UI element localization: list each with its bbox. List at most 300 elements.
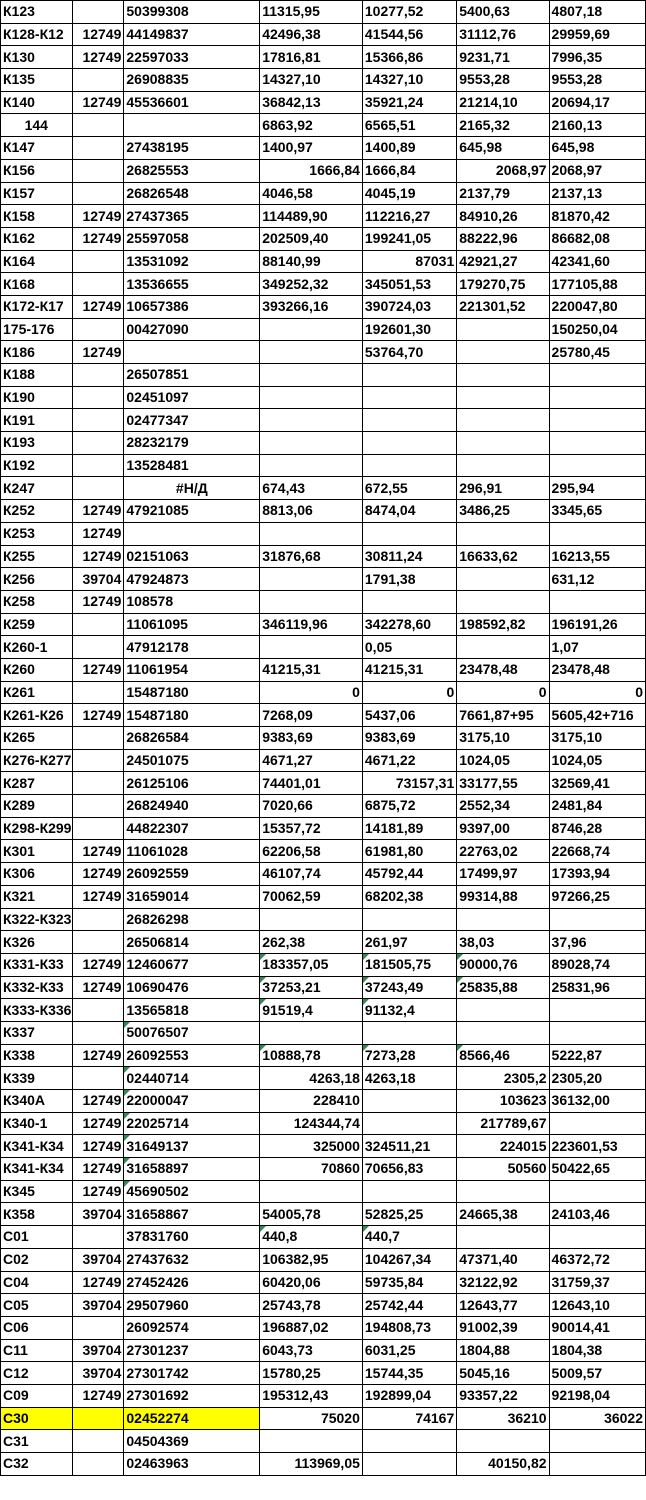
cell-id[interactable]: 11061095 xyxy=(124,613,260,636)
cell-code[interactable]: К260 xyxy=(1,658,73,681)
cell-val1[interactable]: 4046,58 xyxy=(260,182,363,205)
cell-id[interactable]: 26826584 xyxy=(124,727,260,750)
cell-val4[interactable] xyxy=(549,1112,645,1135)
cell-id[interactable]: 26092574 xyxy=(124,1316,260,1339)
cell-id[interactable]: 02151063 xyxy=(124,545,260,568)
cell-val2[interactable] xyxy=(362,1430,456,1453)
cell-id[interactable]: 31659014 xyxy=(124,885,260,908)
cell-val3[interactable]: 9553,28 xyxy=(457,69,549,92)
cell-val2[interactable]: 0,05 xyxy=(362,636,456,659)
cell-num[interactable]: 12749 xyxy=(72,522,124,545)
cell-val4[interactable]: 223601,53 xyxy=(549,1135,645,1158)
cell-id[interactable]: 13536655 xyxy=(124,273,260,296)
cell-id[interactable]: 26092553 xyxy=(124,1044,260,1067)
cell-val2[interactable]: 87031 xyxy=(362,250,456,273)
cell-num[interactable]: 12749 xyxy=(72,704,124,727)
cell-val2[interactable] xyxy=(362,409,456,432)
cell-val3[interactable] xyxy=(457,1021,549,1044)
cell-val1[interactable]: 46107,74 xyxy=(260,863,363,886)
cell-val4[interactable]: 29959,69 xyxy=(549,23,645,46)
cell-val4[interactable]: 25780,45 xyxy=(549,341,645,364)
cell-val4[interactable]: 645,98 xyxy=(549,137,645,160)
cell-id[interactable]: 22597033 xyxy=(124,46,260,69)
cell-val3[interactable] xyxy=(457,522,549,545)
cell-val4[interactable]: 16213,55 xyxy=(549,545,645,568)
cell-val4[interactable]: 220047,80 xyxy=(549,295,645,318)
cell-val3[interactable]: 198592,82 xyxy=(457,613,549,636)
cell-code[interactable]: К247 xyxy=(1,477,73,500)
cell-val4[interactable]: 631,12 xyxy=(549,568,645,591)
cell-code[interactable]: К260-1 xyxy=(1,636,73,659)
cell-val4[interactable] xyxy=(549,386,645,409)
cell-num[interactable]: 12749 xyxy=(72,840,124,863)
cell-val4[interactable]: 2305,20 xyxy=(549,1067,645,1090)
cell-val3[interactable] xyxy=(457,999,549,1022)
cell-id[interactable]: 26825553 xyxy=(124,159,260,182)
cell-num[interactable]: 12749 xyxy=(72,1271,124,1294)
cell-val2[interactable]: 15366,86 xyxy=(362,46,456,69)
cell-val3[interactable]: 16633,62 xyxy=(457,545,549,568)
cell-num[interactable] xyxy=(72,681,124,704)
cell-val1[interactable]: 440,8 xyxy=(260,1226,363,1249)
cell-val2[interactable]: 68202,38 xyxy=(362,885,456,908)
cell-num[interactable]: 39704 xyxy=(72,1248,124,1271)
cell-code[interactable]: К168 xyxy=(1,273,73,296)
cell-num[interactable]: 12749 xyxy=(72,500,124,523)
cell-id[interactable]: 13565818 xyxy=(124,999,260,1022)
cell-val4[interactable]: 1,07 xyxy=(549,636,645,659)
cell-id[interactable]: 37831760 xyxy=(124,1226,260,1249)
cell-code[interactable]: С30 xyxy=(1,1407,73,1430)
cell-id[interactable]: 44149837 xyxy=(124,23,260,46)
cell-val1[interactable]: 31876,68 xyxy=(260,545,363,568)
cell-val4[interactable] xyxy=(549,432,645,455)
cell-num[interactable] xyxy=(72,817,124,840)
cell-val3[interactable]: 2552,34 xyxy=(457,795,549,818)
cell-val4[interactable]: 90014,41 xyxy=(549,1316,645,1339)
cell-val1[interactable]: 41215,31 xyxy=(260,658,363,681)
cell-val4[interactable] xyxy=(549,454,645,477)
cell-val1[interactable]: 74401,01 xyxy=(260,772,363,795)
cell-val2[interactable]: 4263,18 xyxy=(362,1067,456,1090)
cell-val1[interactable] xyxy=(260,386,363,409)
cell-val3[interactable]: 3175,10 xyxy=(457,727,549,750)
cell-code[interactable]: К156 xyxy=(1,159,73,182)
cell-val4[interactable]: 22668,74 xyxy=(549,840,645,863)
cell-val3[interactable]: 90000,76 xyxy=(457,953,549,976)
cell-num[interactable]: 12749 xyxy=(72,23,124,46)
cell-val2[interactable]: 5437,06 xyxy=(362,704,456,727)
cell-val1[interactable]: 1400,97 xyxy=(260,137,363,160)
cell-num[interactable]: 12749 xyxy=(72,1135,124,1158)
cell-val3[interactable]: 1804,88 xyxy=(457,1339,549,1362)
cell-val3[interactable] xyxy=(457,1430,549,1453)
cell-id[interactable]: 24501075 xyxy=(124,749,260,772)
cell-num[interactable]: 12749 xyxy=(72,545,124,568)
cell-val2[interactable]: 342278,60 xyxy=(362,613,456,636)
cell-val3[interactable]: 31112,76 xyxy=(457,23,549,46)
cell-val1[interactable] xyxy=(260,908,363,931)
cell-val4[interactable] xyxy=(549,999,645,1022)
cell-val4[interactable]: 23478,48 xyxy=(549,658,645,681)
cell-val4[interactable]: 2160,13 xyxy=(549,114,645,137)
cell-val3[interactable]: 84910,26 xyxy=(457,205,549,228)
cell-val3[interactable]: 0 xyxy=(457,681,549,704)
cell-val4[interactable]: 12643,10 xyxy=(549,1294,645,1317)
cell-num[interactable] xyxy=(72,69,124,92)
cell-code[interactable]: К259 xyxy=(1,613,73,636)
cell-id[interactable]: 26826298 xyxy=(124,908,260,931)
cell-id[interactable]: 02452274 xyxy=(124,1407,260,1430)
cell-code[interactable]: К341-К34 xyxy=(1,1135,73,1158)
cell-num[interactable]: 12749 xyxy=(72,1180,124,1203)
cell-num[interactable]: 12749 xyxy=(72,1044,124,1067)
cell-val3[interactable]: 24665,38 xyxy=(457,1203,549,1226)
cell-val4[interactable] xyxy=(549,1430,645,1453)
cell-code[interactable]: С31 xyxy=(1,1430,73,1453)
cell-val4[interactable]: 86682,08 xyxy=(549,227,645,250)
cell-code[interactable]: К301 xyxy=(1,840,73,863)
cell-val3[interactable] xyxy=(457,908,549,931)
cell-val1[interactable]: 70062,59 xyxy=(260,885,363,908)
cell-val1[interactable]: 75020 xyxy=(260,1407,363,1430)
cell-val2[interactable] xyxy=(362,1453,456,1476)
cell-code[interactable]: С11 xyxy=(1,1339,73,1362)
cell-id[interactable]: 45690502 xyxy=(124,1180,260,1203)
cell-val4[interactable]: 5009,57 xyxy=(549,1362,645,1385)
cell-id[interactable]: 02451097 xyxy=(124,386,260,409)
cell-code[interactable]: С05 xyxy=(1,1294,73,1317)
cell-code[interactable]: К337 xyxy=(1,1021,73,1044)
cell-val1[interactable]: 10888,78 xyxy=(260,1044,363,1067)
cell-val3[interactable]: 12643,77 xyxy=(457,1294,549,1317)
cell-val1[interactable]: 113969,05 xyxy=(260,1453,363,1476)
cell-code[interactable]: К287 xyxy=(1,772,73,795)
cell-code[interactable]: К128-К12 xyxy=(1,23,73,46)
cell-val2[interactable]: 104267,34 xyxy=(362,1248,456,1271)
cell-code[interactable]: К252 xyxy=(1,500,73,523)
cell-id[interactable]: 10690476 xyxy=(124,976,260,999)
cell-code[interactable]: К172-К17 xyxy=(1,295,73,318)
cell-num[interactable] xyxy=(72,182,124,205)
cell-val3[interactable]: 2305,2 xyxy=(457,1067,549,1090)
cell-num[interactable]: 12749 xyxy=(72,1384,124,1407)
cell-val2[interactable]: 7273,28 xyxy=(362,1044,456,1067)
cell-val3[interactable]: 1024,05 xyxy=(457,749,549,772)
cell-val4[interactable] xyxy=(549,364,645,387)
cell-val1[interactable]: 6863,92 xyxy=(260,114,363,137)
cell-code[interactable]: К253 xyxy=(1,522,73,545)
cell-id[interactable]: 12460677 xyxy=(124,953,260,976)
cell-val2[interactable]: 192899,04 xyxy=(362,1384,456,1407)
cell-val3[interactable]: 179270,75 xyxy=(457,273,549,296)
cell-val4[interactable]: 295,94 xyxy=(549,477,645,500)
cell-val3[interactable] xyxy=(457,1226,549,1249)
cell-val1[interactable] xyxy=(260,1021,363,1044)
cell-id[interactable]: 26092559 xyxy=(124,863,260,886)
cell-code[interactable]: К332-К33 xyxy=(1,976,73,999)
cell-val3[interactable]: 21214,10 xyxy=(457,91,549,114)
cell-val4[interactable]: 50422,65 xyxy=(549,1158,645,1181)
cell-val4[interactable] xyxy=(549,590,645,613)
cell-code[interactable]: К358 xyxy=(1,1203,73,1226)
cell-code[interactable]: К289 xyxy=(1,795,73,818)
cell-code[interactable]: К123 xyxy=(1,1,73,24)
cell-code[interactable]: К345 xyxy=(1,1180,73,1203)
cell-val3[interactable]: 93357,22 xyxy=(457,1384,549,1407)
cell-val1[interactable] xyxy=(260,432,363,455)
cell-val1[interactable]: 0 xyxy=(260,681,363,704)
cell-code[interactable]: К255 xyxy=(1,545,73,568)
cell-id[interactable]: 31649137 xyxy=(124,1135,260,1158)
cell-val4[interactable]: 81870,42 xyxy=(549,205,645,228)
cell-num[interactable]: 12749 xyxy=(72,91,124,114)
cell-num[interactable]: 39704 xyxy=(72,1362,124,1385)
cell-num[interactable] xyxy=(72,1067,124,1090)
cell-val3[interactable]: 42921,27 xyxy=(457,250,549,273)
cell-val2[interactable]: 112216,27 xyxy=(362,205,456,228)
cell-id[interactable]: 44822307 xyxy=(124,817,260,840)
cell-num[interactable]: 12749 xyxy=(72,1112,124,1135)
cell-val4[interactable]: 9553,28 xyxy=(549,69,645,92)
cell-id[interactable]: 50076507 xyxy=(124,1021,260,1044)
cell-val4[interactable]: 17393,94 xyxy=(549,863,645,886)
cell-val2[interactable]: 15744,35 xyxy=(362,1362,456,1385)
cell-id[interactable]: 22025714 xyxy=(124,1112,260,1135)
cell-num[interactable]: 12749 xyxy=(72,953,124,976)
cell-val1[interactable]: 674,43 xyxy=(260,477,363,500)
cell-val3[interactable]: 99314,88 xyxy=(457,885,549,908)
cell-val2[interactable]: 199241,05 xyxy=(362,227,456,250)
cell-id[interactable]: 11061954 xyxy=(124,658,260,681)
cell-id[interactable]: 02463963 xyxy=(124,1453,260,1476)
cell-code[interactable]: 144 xyxy=(1,114,73,137)
cell-val1[interactable] xyxy=(260,454,363,477)
cell-val1[interactable]: 124344,74 xyxy=(260,1112,363,1135)
cell-num[interactable]: 39704 xyxy=(72,1339,124,1362)
cell-id[interactable]: 26826548 xyxy=(124,182,260,205)
cell-val4[interactable]: 5605,42+716 xyxy=(549,704,645,727)
cell-val3[interactable] xyxy=(457,590,549,613)
cell-val3[interactable]: 296,91 xyxy=(457,477,549,500)
cell-val2[interactable]: 194808,73 xyxy=(362,1316,456,1339)
cell-val1[interactable] xyxy=(260,568,363,591)
cell-id[interactable]: 27438195 xyxy=(124,137,260,160)
cell-val3[interactable] xyxy=(457,409,549,432)
cell-val1[interactable]: 25743,78 xyxy=(260,1294,363,1317)
cell-id[interactable]: 02477347 xyxy=(124,409,260,432)
cell-val4[interactable]: 2068,97 xyxy=(549,159,645,182)
cell-val3[interactable]: 217789,67 xyxy=(457,1112,549,1135)
cell-val2[interactable] xyxy=(362,1021,456,1044)
cell-val1[interactable]: 228410 xyxy=(260,1090,363,1113)
cell-val3[interactable]: 17499,97 xyxy=(457,863,549,886)
cell-id[interactable] xyxy=(124,114,260,137)
cell-id[interactable]: 29507960 xyxy=(124,1294,260,1317)
cell-val2[interactable]: 41544,56 xyxy=(362,23,456,46)
cell-val3[interactable] xyxy=(457,318,549,341)
cell-val4[interactable]: 24103,46 xyxy=(549,1203,645,1226)
cell-val1[interactable]: 9383,69 xyxy=(260,727,363,750)
cell-num[interactable] xyxy=(72,454,124,477)
cell-val2[interactable]: 8474,04 xyxy=(362,500,456,523)
cell-val4[interactable]: 5222,87 xyxy=(549,1044,645,1067)
cell-val4[interactable]: 31759,37 xyxy=(549,1271,645,1294)
cell-id[interactable] xyxy=(124,522,260,545)
cell-id[interactable]: 31658867 xyxy=(124,1203,260,1226)
cell-id[interactable]: 15487180 xyxy=(124,704,260,727)
cell-val3[interactable]: 47371,40 xyxy=(457,1248,549,1271)
cell-num[interactable] xyxy=(72,908,124,931)
cell-num[interactable] xyxy=(72,1,124,24)
cell-num[interactable]: 12749 xyxy=(72,590,124,613)
cell-val4[interactable]: 25831,96 xyxy=(549,976,645,999)
cell-val4[interactable] xyxy=(549,1180,645,1203)
cell-val2[interactable] xyxy=(362,590,456,613)
cell-code[interactable]: К321 xyxy=(1,885,73,908)
cell-id[interactable]: 26125106 xyxy=(124,772,260,795)
cell-val1[interactable] xyxy=(260,364,363,387)
cell-val3[interactable]: 91002,39 xyxy=(457,1316,549,1339)
cell-val2[interactable]: 35921,24 xyxy=(362,91,456,114)
cell-val3[interactable] xyxy=(457,568,549,591)
cell-code[interactable]: К276-К277 xyxy=(1,749,73,772)
cell-val1[interactable]: 195312,43 xyxy=(260,1384,363,1407)
cell-val3[interactable]: 36210 xyxy=(457,1407,549,1430)
cell-code[interactable]: К192 xyxy=(1,454,73,477)
cell-num[interactable] xyxy=(72,613,124,636)
cell-val4[interactable]: 196191,26 xyxy=(549,613,645,636)
cell-val4[interactable]: 150250,04 xyxy=(549,318,645,341)
cell-val3[interactable]: 5400,63 xyxy=(457,1,549,24)
cell-val2[interactable]: 91132,4 xyxy=(362,999,456,1022)
cell-val2[interactable]: 9383,69 xyxy=(362,727,456,750)
cell-val1[interactable]: 60420,06 xyxy=(260,1271,363,1294)
cell-val2[interactable] xyxy=(362,386,456,409)
cell-id[interactable]: 27301692 xyxy=(124,1384,260,1407)
cell-id[interactable]: 13531092 xyxy=(124,250,260,273)
cell-val3[interactable]: 8566,46 xyxy=(457,1044,549,1067)
cell-val2[interactable]: 14327,10 xyxy=(362,69,456,92)
cell-num[interactable]: 12749 xyxy=(72,1158,124,1181)
cell-num[interactable]: 12749 xyxy=(72,227,124,250)
cell-val2[interactable]: 52825,25 xyxy=(362,1203,456,1226)
cell-id[interactable]: 13528481 xyxy=(124,454,260,477)
cell-code[interactable]: К326 xyxy=(1,931,73,954)
cell-id[interactable]: 11061028 xyxy=(124,840,260,863)
cell-val4[interactable]: 20694,17 xyxy=(549,91,645,114)
cell-num[interactable]: 12749 xyxy=(72,658,124,681)
cell-val3[interactable]: 5045,16 xyxy=(457,1362,549,1385)
cell-num[interactable]: 39704 xyxy=(72,568,124,591)
cell-id[interactable]: 47924873 xyxy=(124,568,260,591)
cell-num[interactable] xyxy=(72,477,124,500)
cell-val1[interactable]: 15357,72 xyxy=(260,817,363,840)
cell-val2[interactable]: 74167 xyxy=(362,1407,456,1430)
cell-code[interactable]: К158 xyxy=(1,205,73,228)
cell-val4[interactable]: 177105,88 xyxy=(549,273,645,296)
cell-val3[interactable]: 224015 xyxy=(457,1135,549,1158)
cell-val2[interactable]: 390724,03 xyxy=(362,295,456,318)
cell-num[interactable] xyxy=(72,386,124,409)
cell-val1[interactable]: 202509,40 xyxy=(260,227,363,250)
cell-val2[interactable]: 4671,22 xyxy=(362,749,456,772)
cell-val4[interactable]: 1024,05 xyxy=(549,749,645,772)
cell-val4[interactable]: 36132,00 xyxy=(549,1090,645,1113)
cell-val1[interactable]: 17816,81 xyxy=(260,46,363,69)
cell-val1[interactable]: 11315,95 xyxy=(260,1,363,24)
cell-val1[interactable]: 393266,16 xyxy=(260,295,363,318)
cell-val4[interactable] xyxy=(549,409,645,432)
cell-id[interactable]: 26824940 xyxy=(124,795,260,818)
cell-val1[interactable] xyxy=(260,409,363,432)
cell-code[interactable]: К140 xyxy=(1,91,73,114)
cell-id[interactable]: 45536601 xyxy=(124,91,260,114)
cell-num[interactable] xyxy=(72,114,124,137)
cell-val4[interactable] xyxy=(549,1453,645,1476)
cell-val3[interactable] xyxy=(457,386,549,409)
cell-code[interactable]: К339 xyxy=(1,1067,73,1090)
cell-val2[interactable] xyxy=(362,454,456,477)
cell-id[interactable]: 02440714 xyxy=(124,1067,260,1090)
cell-val2[interactable] xyxy=(362,908,456,931)
cell-val1[interactable]: 114489,90 xyxy=(260,205,363,228)
cell-num[interactable] xyxy=(72,636,124,659)
cell-num[interactable]: 12749 xyxy=(72,863,124,886)
cell-val1[interactable]: 4671,27 xyxy=(260,749,363,772)
cell-val1[interactable]: 7020,66 xyxy=(260,795,363,818)
cell-num[interactable] xyxy=(72,1316,124,1339)
cell-num[interactable] xyxy=(72,250,124,273)
cell-val3[interactable]: 2137,79 xyxy=(457,182,549,205)
cell-val3[interactable]: 3486,25 xyxy=(457,500,549,523)
cell-num[interactable]: 12749 xyxy=(72,295,124,318)
cell-code[interactable]: К130 xyxy=(1,46,73,69)
cell-val1[interactable]: 70860 xyxy=(260,1158,363,1181)
cell-id[interactable]: 10657386 xyxy=(124,295,260,318)
cell-num[interactable] xyxy=(72,273,124,296)
cell-val2[interactable]: 0 xyxy=(362,681,456,704)
cell-code[interactable]: С09 xyxy=(1,1384,73,1407)
cell-val1[interactable]: 8813,06 xyxy=(260,500,363,523)
cell-val1[interactable]: 15780,25 xyxy=(260,1362,363,1385)
cell-num[interactable]: 12749 xyxy=(72,46,124,69)
cell-code[interactable]: С04 xyxy=(1,1271,73,1294)
cell-id[interactable]: 27301237 xyxy=(124,1339,260,1362)
cell-val2[interactable]: 181505,75 xyxy=(362,953,456,976)
cell-val2[interactable]: 61981,80 xyxy=(362,840,456,863)
cell-num[interactable] xyxy=(72,1453,124,1476)
cell-val3[interactable] xyxy=(457,636,549,659)
cell-id[interactable]: 27301742 xyxy=(124,1362,260,1385)
cell-val4[interactable]: 2137,13 xyxy=(549,182,645,205)
cell-id[interactable]: 15487180 xyxy=(124,681,260,704)
cell-id[interactable]: 26908835 xyxy=(124,69,260,92)
cell-val4[interactable]: 3345,65 xyxy=(549,500,645,523)
cell-val3[interactable] xyxy=(457,341,549,364)
cell-val3[interactable]: 9231,71 xyxy=(457,46,549,69)
cell-val3[interactable] xyxy=(457,1180,549,1203)
cell-val3[interactable]: 38,03 xyxy=(457,931,549,954)
cell-code[interactable]: К164 xyxy=(1,250,73,273)
cell-num[interactable] xyxy=(72,795,124,818)
cell-val2[interactable] xyxy=(362,1090,456,1113)
cell-val3[interactable]: 40150,82 xyxy=(457,1453,549,1476)
cell-val2[interactable]: 73157,31 xyxy=(362,772,456,795)
cell-num[interactable] xyxy=(72,432,124,455)
cell-num[interactable]: 39704 xyxy=(72,1294,124,1317)
cell-val1[interactable]: 106382,95 xyxy=(260,1248,363,1271)
